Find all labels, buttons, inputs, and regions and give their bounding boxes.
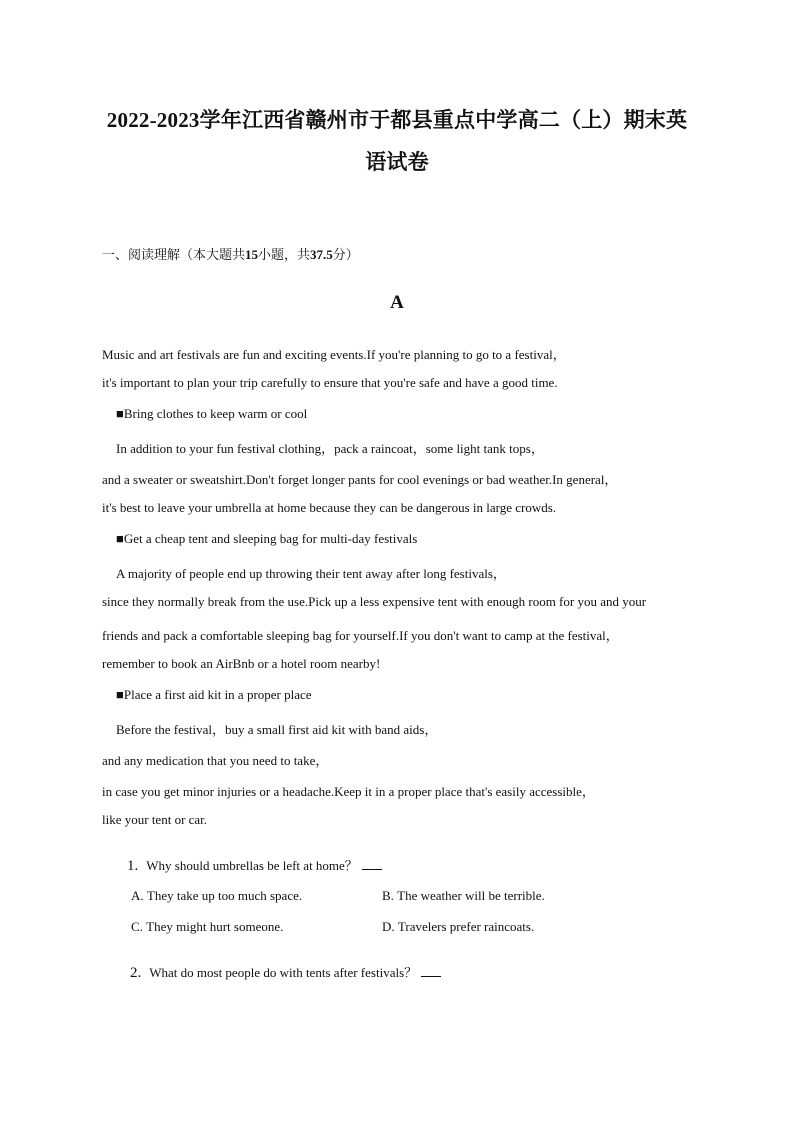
passage-line: Before the festival，buy a small first aid kit with band aids， (116, 722, 438, 737)
section-score: 37.5 (310, 247, 333, 262)
section-suffix: 分） (332, 247, 359, 262)
passage-line: and any medication that you need to take， (102, 753, 329, 768)
passage-line: remember to book an AirBnb or a hotel room nearby! (102, 656, 381, 671)
passage-line: in case you get minor injuries or a headache.Keep it in a proper place that's easily accessible， (102, 784, 595, 799)
section-prefix: 一、阅读理解（本大题共 (102, 247, 246, 262)
question-1-number: 1. (127, 858, 139, 874)
passage-line: and a sweater or sweatshirt.Don't forget longer pants for cool evenings or bad weather.In general， (102, 472, 618, 487)
section-heading (102, 244, 359, 263)
passage-subheading: ■Bring clothes to keep warm or cool (116, 406, 308, 421)
passage-line: A majority of people end up throwing their tent away after long festivals， (116, 566, 506, 581)
question-2 (130, 962, 441, 982)
passage-subheading: ■Place a first aid kit in a proper place (116, 687, 312, 702)
passage-subheading: ■Get a cheap tent and sleeping bag for multi-day festivals (116, 531, 418, 546)
question-2-text: What do most people do with tents after festivals？ (149, 965, 418, 980)
question-1 (127, 855, 382, 875)
question-1-text: Why should umbrellas be left at home？ (146, 858, 358, 873)
option-d-text: Travelers prefer raincoats. (397, 919, 535, 934)
option-a-text: They take up too much space. (146, 888, 303, 903)
question-1-option-c[interactable]: C. They might hurt someone. (131, 919, 284, 934)
passage-line: it's best to leave your umbrella at home because they can be dangerous in large crowds. (102, 500, 557, 515)
question-1-option-a[interactable]: A. They take up too much space. (131, 888, 303, 903)
passage-line: Music and art festivals are fun and exciting events.If you're planning to go to a festival， (102, 347, 566, 362)
question-1-option-d[interactable]: D. Travelers prefer raincoats. (382, 919, 535, 934)
option-b-text: The weather will be terrible. (397, 888, 545, 903)
exam-title-line2: 语试卷 (365, 150, 429, 174)
passage-line: like your tent or car. (102, 812, 208, 827)
section-mid: 小题，共 (258, 247, 311, 262)
exam-title-line1: 2022-2023学年江西省赣州市于都县重点中学高二（上）期末英 (106, 108, 688, 132)
answer-blank-2[interactable] (421, 964, 441, 977)
option-c-text: They might hurt someone. (146, 919, 284, 934)
question-1-option-b[interactable]: B. The weather will be terrible. (382, 888, 545, 903)
passage-line: In addition to your fun festival clothing，pack a raincoat，some light tank tops， (116, 441, 544, 456)
answer-blank-1[interactable] (362, 857, 382, 870)
passage-line: it's important to plan your trip carefully to ensure that you're safe and have a good time. (102, 375, 558, 390)
passage-line: friends and pack a comfortable sleeping bag for yourself.If you don't want to camp at the festival， (102, 628, 619, 643)
section-question-count: 15 (245, 247, 259, 262)
passage-line: since they normally break from the use.Pick up a less expensive tent with enough room for you and your (102, 594, 647, 609)
question-2-number: 2. (130, 965, 142, 981)
passage-label: A (390, 292, 404, 313)
